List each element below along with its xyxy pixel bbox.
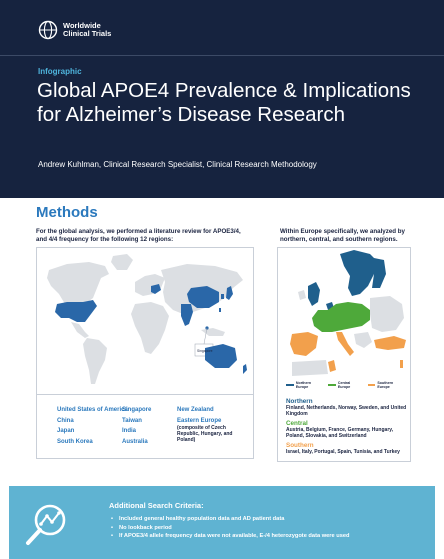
indonesia-shape — [201, 328, 225, 336]
australia-shape — [205, 344, 237, 368]
europe-shape — [135, 274, 165, 296]
header-banner — [0, 0, 444, 198]
central-region — [286, 421, 408, 440]
region-item: Taiwan — [122, 417, 142, 424]
region-item: China — [57, 417, 74, 424]
europe-intro: Within Europe specifically, we analyzed by northern, central, and southern regions. — [280, 228, 405, 243]
region-item: South Korea — [57, 438, 93, 445]
global-intro: For the global analysis, we performed a literature review for APOE3/4, and 4/4 frequency for the following 12 regions: — [36, 228, 241, 243]
methods-heading: Methods — [36, 204, 98, 221]
region-item: India — [122, 428, 137, 434]
criteria-item: • No lookback period — [111, 524, 350, 533]
eyebrow-label: Infographic — [38, 67, 82, 76]
region-item: United States of America — [57, 407, 128, 413]
brand-line-1: Worldwide — [63, 20, 101, 30]
region-column-2 — [122, 407, 151, 449]
africa-shape — [131, 302, 169, 354]
europe-map — [278, 248, 411, 378]
finland-shape — [372, 258, 386, 288]
brand-logo[interactable] — [38, 20, 143, 40]
region-column-1 — [57, 407, 128, 449]
region-item: New Zealand — [177, 407, 214, 413]
criteria-item: • Included general healthy population data and AD patient data — [111, 515, 350, 524]
region-column-3 — [177, 407, 247, 443]
region-item: Japan — [57, 428, 75, 434]
region-item: Eastern Europe — [177, 417, 222, 424]
israel-shape — [400, 360, 403, 368]
header-divider — [0, 55, 444, 56]
criteria-title: Additional Search Criteria: — [109, 501, 204, 510]
iberia-shape — [290, 332, 318, 356]
region-list — [36, 395, 254, 459]
northern-region — [286, 399, 408, 418]
central-list: Austria, Belgium, France, Germany, Hungary, Poland, Slovakia, and Switzerland — [286, 427, 394, 440]
brand-line-2: Clinical Trials — [63, 29, 112, 38]
uk-shape — [308, 282, 320, 306]
usa-shape — [55, 300, 97, 322]
tunisia-shape — [328, 360, 336, 372]
criteria-list — [111, 515, 350, 541]
north-africa-shape — [292, 360, 328, 376]
southern-title: Southern — [286, 442, 314, 449]
central-title: Central — [286, 420, 308, 427]
singapore-map-label: Singapore — [197, 349, 213, 353]
brand-name — [63, 22, 143, 39]
criteria-item: • If APOE3/4 allele frequency data were not available, E-/4 heterozygote data were used — [111, 532, 350, 541]
india-shape — [181, 304, 193, 326]
new-zealand-shape — [243, 364, 247, 374]
southern-list: Israel, Italy, Portugal, Spain, Tunisia, and Turkey — [286, 449, 400, 456]
balkans-shape — [354, 332, 372, 348]
northern-title: Northern — [286, 398, 313, 405]
south-america-shape — [83, 338, 107, 384]
world-map-graphic — [37, 248, 254, 395]
region-item: Singapore — [122, 407, 152, 413]
italy-shape — [336, 332, 354, 356]
world-map — [36, 247, 254, 395]
ireland-shape — [298, 290, 306, 300]
legend-southern: Southern Europe — [368, 381, 404, 389]
eastern-europe-note: (composite of Czech Republic, Hungary, and Poland) — [177, 425, 233, 443]
central-europe-shape — [312, 302, 370, 332]
northern-list: Finland, Netherlands, Norway, Sweden, and United Kingdom — [286, 405, 407, 418]
search-criteria-banner — [9, 486, 435, 559]
magnifier-chart-icon — [23, 500, 73, 550]
author-line: Andrew Kuhlman, Clinical Research Specialist, Clinical Research Methodology — [38, 160, 317, 169]
central-america-shape — [71, 322, 89, 338]
region-item: Australia — [122, 438, 148, 445]
south-korea-shape — [221, 294, 224, 299]
eastern-grey-shape — [370, 296, 404, 332]
legend-northern: Northern Europe — [286, 381, 321, 389]
taiwan-shape — [219, 308, 221, 312]
page-title: Global APOE4 Prevalence & Implications for Alzheimer’s Disease Research — [37, 79, 411, 126]
southern-region — [286, 443, 408, 455]
europe-legend — [286, 381, 410, 389]
globe-icon — [38, 20, 58, 40]
greenland-shape — [111, 254, 133, 270]
scandinavia-shape — [340, 250, 378, 296]
europe-map-panel — [277, 247, 411, 462]
legend-central: Central Europe — [328, 381, 361, 389]
turkey-shape — [374, 336, 406, 350]
